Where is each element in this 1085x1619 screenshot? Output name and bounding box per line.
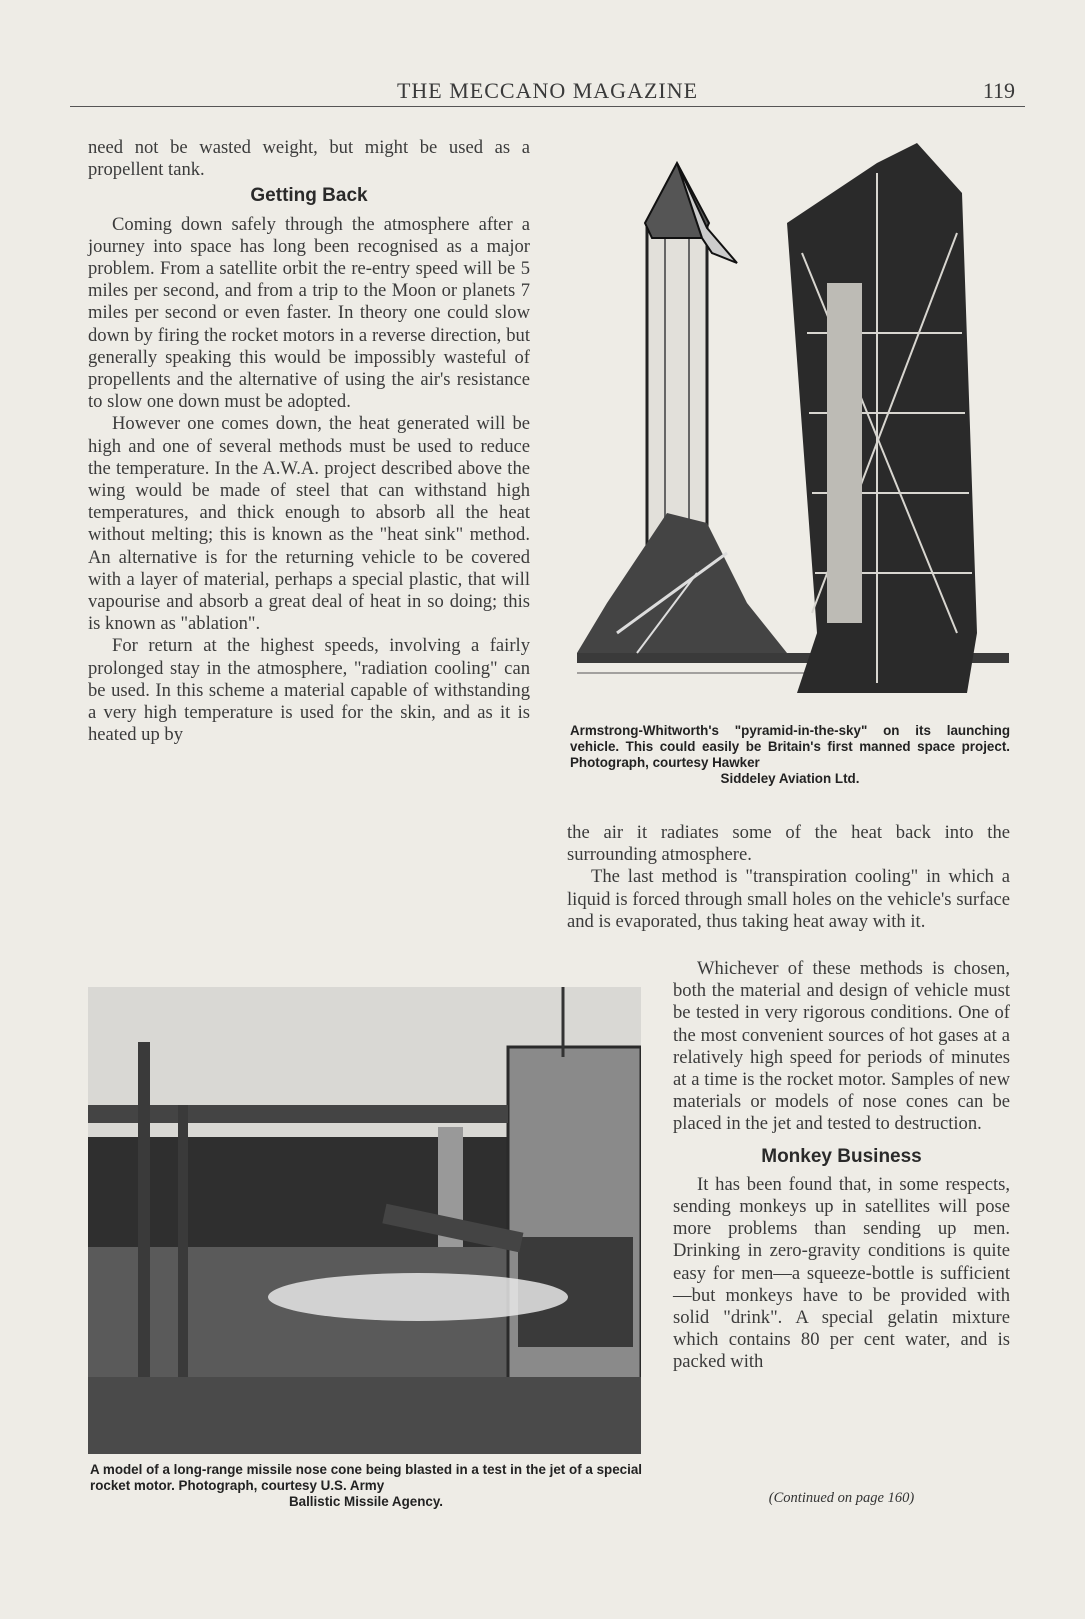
left-column [88,137,530,746]
section-heading-getting-back: Getting Back [250,185,368,207]
paragraph: It has been found that, in some respects, sending monkeys up in satellites will pose more problems than sending up men. Drinking in zero-gravity conditions is quite easy for men—a squeeze-bottle is sufficient—but monkeys have to be provided with solid "drink". A special gelatin mixture which contains 80 per cent water, and is packed with [673,1173,1010,1373]
intro-paragraph: need not be wasted weight, but might be used as a propellent tank. [88,137,530,181]
test-stand-photo [88,987,641,1454]
section-heading-monkey-business: Monkey Business [761,1145,922,1167]
caption-text: Armstrong-Whitworth's "pyramid-in-the-sky" on its launching vehicle. This could easily be Britain's first manned space project. Photograph, courtesy Hawker [570,723,1010,770]
caption-text-last-line: Ballistic Missile Agency. [288,1494,444,1509]
right-column-middle [567,822,1010,933]
right-column-lower [673,958,1010,1374]
rocket-figure-caption [570,723,1010,787]
magazine-title: THE MECCANO MAGAZINE [396,78,699,103]
paragraph: For return at the highest speeds, involving a fairly prolonged stay in the atmosphere, "radiation cooling" can be used. In this scheme a material capable of withstanding a very high temperature is used for the skin, and as it is heated up by [88,635,530,746]
page-number: 119 [982,78,1015,103]
paragraph: Whichever of these methods is chosen, both the material and design of vehicle must be tested in very rigorous conditions. One of the most convenient sources of hot gases at a relatively high speed for periods of minutes at a time is the rocket motor. Samples of new materials or models of nose cones can be placed in the jet and tested to destruction. [673,958,1010,1135]
running-head [70,78,1025,107]
test-figure-caption [90,1462,642,1510]
caption-text: A model of a long-range missile nose cone being blasted in a test in the jet of a special rocket motor. Photograph, courtesy U.S. Army [90,1462,642,1493]
paragraph: However one comes down, the heat generated will be high and one of several methods must be used to reduce the temperature. In the A.W.A. project described above the wing would be made of steel that can withstand high temperatures, and thick enough to absorb all the heat without melting; this is known as the "heat sink" method. An alternative is for the returning vehicle to be covered with a layer of material, perhaps a special plastic, that will vapourise and absorb a great deal of heat in so doing; this is known as "ablation". [88,413,530,635]
rocket-drawing [577,133,1009,708]
paragraph: the air it radiates some of the heat back into the surrounding atmosphere. [567,822,1010,866]
nose-cone-test-photo [88,987,641,1454]
paragraph: The last method is "transpiration cooling" in which a liquid is forced through small holes on the vehicle's surface and is evaporated, thus taking heat away with it. [567,866,1010,932]
continued-note: (Continued on page 160) [768,1490,915,1506]
rocket-launch-illustration [577,133,1009,708]
paragraph: Coming down safely through the atmosphere after a journey into space has long been recognised as a major problem. From a satellite orbit the re-entry speed will be 5 miles per second, and from a trip to the Moon or planets 7 miles per second or even faster. In theory one could slow down by firing the rocket motors in a reverse direction, but generally speaking this would be impossibly wasteful of propellents and the alternative of using the air's resistance to slow one down must be adopted. [88,213,530,413]
caption-text-last-line: Siddeley Aviation Ltd. [720,771,860,786]
